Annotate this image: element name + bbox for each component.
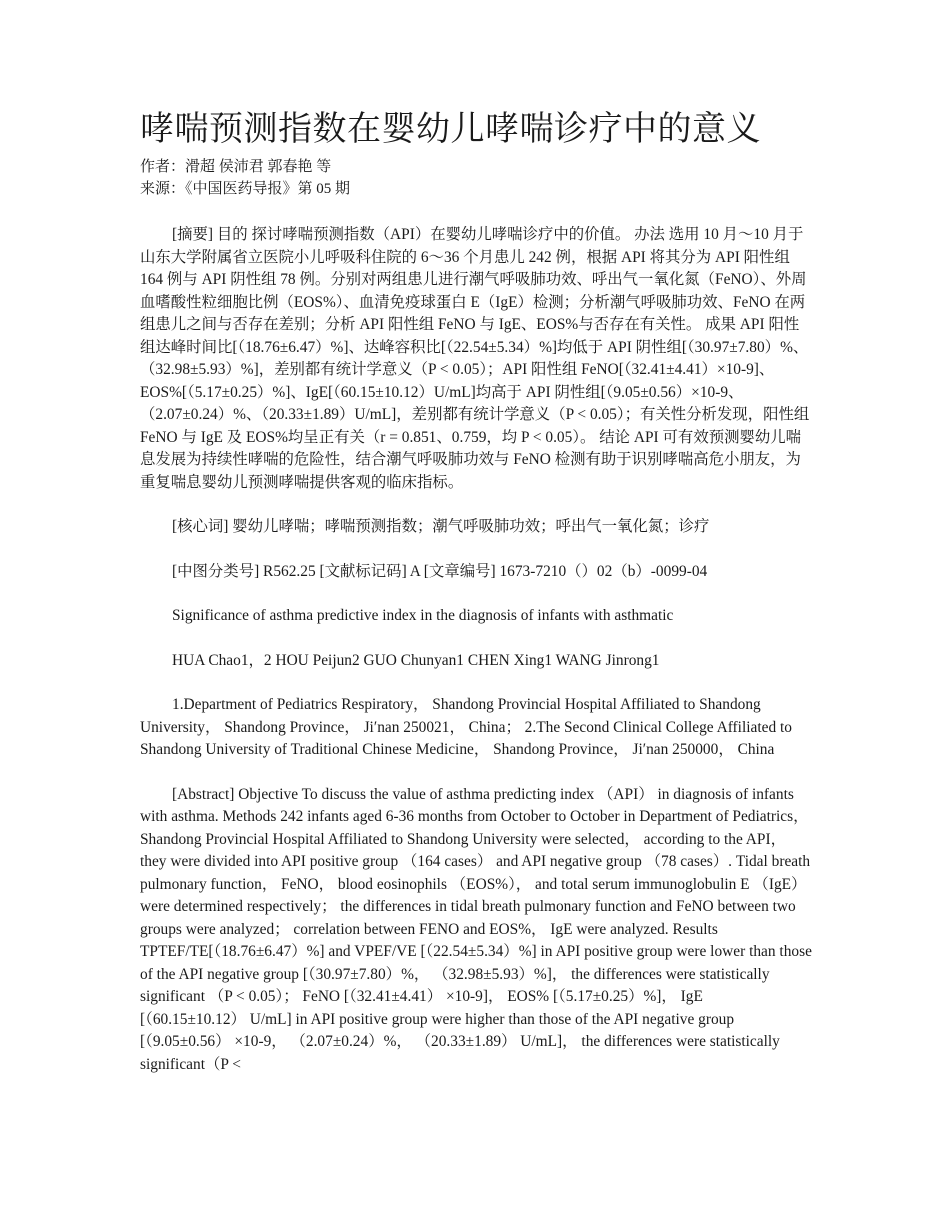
article-title: 哮喘预测指数在婴幼儿哮喘诊疗中的意义 [140,111,761,148]
english-title: Significance of asthma predictive index in the diagnosis of infants with asthmatic [172,607,674,624]
article-authors: 作者：滑超 侯沛君 郭春艳 等 [140,159,332,175]
english-abstract: [Abstract] Objective To discuss the value of asthma predicting index （API） in diagnosis of infants with asthma. Methods 242 infants aged 6-36 months from October to October in Department of Pediatrics， Shandong Provincial Hospital Affiliated to Shandong University were selected， according to the API， they were divided into API positive group （164 cases） and API negative group （78 cases）. Tidal breath pulmonary function， FeNO， blood eosinophils （EOS%）， and total serum immunoglobulin E （IgE） were determined respectively； the differences in tidal breath pulmonary function and FeNO between two groups were analyzed； correlation between FENO and EOS%， IgE were analyzed. Results TPTEF/TE[（18.76±6.47）%] and VPEF/VE [（22.54±5.34）%] in API positive group were lower than those of the API negative group [（30.97±7.80）%， （32.98±5.93）%]， the differences were statistically significant （P < 0.05）； FeNO [（32.41±4.41） ×10-9]， EOS% [（5.17±0.25）%]， IgE [（60.15±10.12） U/mL] in API positive group were higher than those of the API negative group [（9.05±0.56） ×10-9， （2.07±0.24）%， （20.33±1.89） U/mL]， the differences were statistically significant（P < [140,785,812,1073]
chinese-abstract: [摘要] 目的 探讨哮喘预测指数（API）在婴幼儿哮喘诊疗中的价值。 办法 选用 10 月～10 月于山东大学附属省立医院小儿呼吸科住院的 6～36 个月患儿 242 例，根据 API 将其分为 API 阳性组 164 例与 API 阴性组 78 例。分别对两组患儿进行潮气呼吸肺功效、呼出气一氧化氮（FeNO）、外周血嗜酸性粒细胞比例（EOS%）、血清免疫球蛋白 E（IgE）检测；分析潮气呼吸肺功效、FeNO 在两组患儿之间与否存在差别；分析 API 阳性组 FeNO 与 IgE、EOS%与否存在有关性。 成果 API 阳性组达峰时间比[（18.76±6.47）%]、达峰容积比[（22.54±5.34）%]均低于 API 阴性组[（30.97±7.80）%、（32.98±5.93）%]，差别都有统计学意义（P < 0.05）；API 阳性组 FeNO[（32.41±4.41）×10-9]、EOS%[（5.17±0.25）%]、IgE[（60.15±10.12）U/mL]均高于 API 阴性组[（9.05±0.56）×10-9、（2.07±0.24）%、（20.33±1.89）U/mL]，差别都有统计学意义（P < 0.05）；有关性分析发现，阳性组 FeNO 与 IgE 及 EOS%均呈正有关（r = 0.851、0.759，均 P < 0.05）。 结论 API 可有效预测婴幼儿喘息发展为持续性哮喘的危险性，结合潮气呼吸肺功效与 FeNO 检测有助于识别哮喘高危小朋友，为重复喘息婴幼儿预测哮喘提供客观的临床指标。 [140,226,810,491]
english-affiliations: 1.Department of Pediatrics Respiratory， Shandong Provincial Hospital Affiliated to Shandong University， Shandong Province， Ji′nan 250021， China； 2.The Second Clinical College Affiliated to Shandong University of Traditional Chinese Medicine， Shandong Province， Ji′nan 250000， China [140,696,792,758]
article-source: 来源：《中国医药导报》第 05 期 [140,181,351,197]
spacer [140,200,812,224]
chinese-keywords: [核心词] 婴幼儿哮喘；哮喘预测指数；潮气呼吸肺功效；呼出气一氧化氮；诊疗 [172,518,710,535]
english-authors: HUA Chao1，2 HOU Peijun2 GUO Chunyan1 CHEN Xing1 WANG Jinrong1 [172,651,660,669]
spacer [140,539,812,561]
classification-line: [中图分类号] R562.25 [文献标记码] A [文章编号] 1673-7210（）02（b）-0099-04 [172,562,708,580]
spacer [140,583,812,605]
spacer [140,494,812,516]
spacer [140,672,812,694]
document-page [140,108,812,1076]
spacer [140,628,812,650]
spacer [140,762,812,784]
